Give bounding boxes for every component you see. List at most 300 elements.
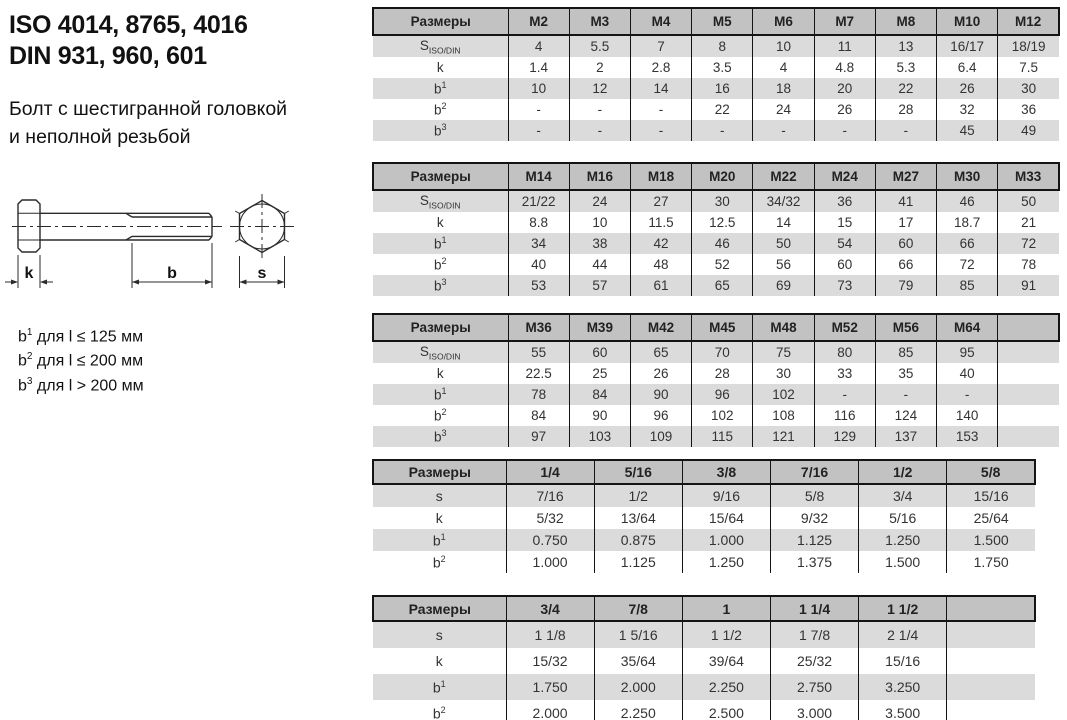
- value-cell: 1/2: [594, 484, 682, 507]
- value-cell: 61: [630, 275, 691, 296]
- value-cell: 21: [998, 212, 1059, 233]
- row-label: s: [435, 627, 443, 643]
- size-column-header: M5: [692, 8, 753, 35]
- row-label: $b^1$: [432, 531, 446, 549]
- value-cell: 96: [692, 384, 753, 405]
- value-cell: 56: [753, 254, 814, 275]
- value-cell: 24: [569, 190, 630, 212]
- value-cell: 153: [937, 426, 998, 447]
- bolt-side-view: [12, 200, 222, 252]
- table-row: [373, 341, 1059, 363]
- value-cell: 28: [692, 363, 753, 384]
- description-line-1: Болт с шестигранной головкой: [9, 98, 288, 120]
- value-cell: 2.000: [506, 700, 594, 720]
- value-cell: 39/64: [682, 648, 770, 674]
- size-column-header: M30: [937, 163, 998, 190]
- footnote-b3: $b^3$ для l > 200 мм: [18, 375, 144, 394]
- dimensions-table-metric-small: [372, 7, 1060, 141]
- size-column-header: 1/2: [859, 460, 947, 484]
- row-label: $S_{ISO/DIN}$: [419, 37, 461, 56]
- value-cell: 34: [508, 233, 569, 254]
- value-cell: 14: [630, 78, 691, 99]
- table-row: [373, 212, 1059, 233]
- size-column-header: 3/8: [682, 460, 770, 484]
- value-cell: 12: [569, 78, 630, 99]
- bolt-technical-drawing: [0, 183, 360, 323]
- dim-label-b: b: [167, 265, 177, 282]
- value-cell: 49: [998, 120, 1059, 141]
- value-cell: 5.5: [569, 35, 630, 57]
- value-cell: 10: [569, 212, 630, 233]
- value-cell: 84: [569, 384, 630, 405]
- row-label: s: [435, 488, 443, 504]
- value-cell: 40: [508, 254, 569, 275]
- value-cell: 34/32: [753, 190, 814, 212]
- value-cell: 32: [937, 99, 998, 120]
- value-cell: -: [630, 99, 691, 120]
- size-column-header: M56: [875, 314, 936, 341]
- table-row: [373, 99, 1059, 120]
- table-row: [373, 384, 1059, 405]
- size-column-header: [947, 596, 1035, 621]
- value-cell: 91: [998, 275, 1059, 296]
- dimension-k: [5, 255, 53, 288]
- footnote-b1: $b^1$ для l ≤ 125 мм: [18, 327, 144, 346]
- value-cell: 5/16: [859, 507, 947, 529]
- value-cell: 18.7: [937, 212, 998, 233]
- value-cell: 30: [998, 78, 1059, 99]
- size-column-header: M64: [937, 314, 998, 341]
- value-cell: 1.250: [682, 551, 770, 573]
- dim-label-k: k: [24, 265, 34, 282]
- dimensions-table-metric-medium: [372, 162, 1060, 296]
- value-cell: 25/64: [947, 507, 1035, 529]
- value-cell: 1.250: [859, 529, 947, 551]
- value-cell: 55: [508, 341, 569, 363]
- value-cell: -: [569, 120, 630, 141]
- value-cell: 5/32: [506, 507, 594, 529]
- header-row: [373, 8, 1059, 35]
- value-cell: -: [937, 384, 998, 405]
- value-cell: 2: [569, 57, 630, 78]
- size-column-header: M16: [569, 163, 630, 190]
- iso-standards-line: ISO 4014, 8765, 4016: [9, 11, 248, 39]
- value-cell: 1.125: [770, 529, 858, 551]
- row-label: $b^2$: [433, 407, 447, 424]
- value-cell: [998, 426, 1059, 447]
- table-row: [373, 363, 1059, 384]
- value-cell: 0.875: [594, 529, 682, 551]
- value-cell: 72: [998, 233, 1059, 254]
- header-row: [373, 314, 1059, 341]
- dimensions-label-header: Размеры: [373, 596, 506, 621]
- size-column-header: M14: [508, 163, 569, 190]
- size-column-header: 1: [682, 596, 770, 621]
- value-cell: 109: [630, 426, 691, 447]
- value-cell: 25: [569, 363, 630, 384]
- value-cell: 8: [692, 35, 753, 57]
- value-cell: 75: [753, 341, 814, 363]
- table-row: [373, 405, 1059, 426]
- value-cell: 27: [630, 190, 691, 212]
- value-cell: 5/8: [770, 484, 858, 507]
- bolt-end-view: [230, 194, 294, 259]
- value-cell: 30: [753, 363, 814, 384]
- value-cell: -: [630, 120, 691, 141]
- product-description: [9, 95, 287, 151]
- table-row: [373, 674, 1035, 700]
- value-cell: 1 7/8: [770, 621, 858, 648]
- value-cell: 13/64: [594, 507, 682, 529]
- size-column-header: M22: [753, 163, 814, 190]
- value-cell: 60: [814, 254, 875, 275]
- row-label: $b^2$: [432, 704, 446, 720]
- value-cell: 1.375: [770, 551, 858, 573]
- dim-label-s: s: [257, 265, 267, 282]
- table-row: [373, 426, 1059, 447]
- value-cell: 1.000: [682, 529, 770, 551]
- row-label: $b^3$: [433, 428, 447, 445]
- row-label: k: [436, 366, 444, 381]
- value-cell: 14: [753, 212, 814, 233]
- row-label: $b^1$: [432, 678, 446, 696]
- row-label: k: [436, 60, 444, 75]
- value-cell: 4.8: [814, 57, 875, 78]
- value-cell: 0.750: [506, 529, 594, 551]
- value-cell: [947, 700, 1035, 720]
- din-standards-line: DIN 931, 960, 601: [9, 42, 207, 70]
- value-cell: 45: [937, 120, 998, 141]
- value-cell: 72: [937, 254, 998, 275]
- value-cell: 41: [875, 190, 936, 212]
- value-cell: 15/32: [506, 648, 594, 674]
- value-cell: -: [753, 120, 814, 141]
- value-cell: 18/19: [998, 35, 1059, 57]
- value-cell: 57: [569, 275, 630, 296]
- table-row: [373, 621, 1035, 648]
- value-cell: 22.5: [508, 363, 569, 384]
- value-cell: 54: [814, 233, 875, 254]
- value-cell: 40: [937, 363, 998, 384]
- value-cell: 1 1/2: [682, 621, 770, 648]
- size-column-header: M3: [569, 8, 630, 35]
- table-row: [373, 78, 1059, 99]
- row-label: $b^3$: [433, 122, 447, 139]
- value-cell: 2.750: [770, 674, 858, 700]
- row-label: k: [435, 510, 443, 526]
- footnote-b2: $b^2$ для l ≤ 200 мм: [18, 351, 144, 370]
- size-column-header: M36: [508, 314, 569, 341]
- size-column-header: M6: [753, 8, 814, 35]
- value-cell: 15/64: [682, 507, 770, 529]
- value-cell: 1.750: [506, 674, 594, 700]
- size-column-header: 3/4: [506, 596, 594, 621]
- table-row: [373, 507, 1035, 529]
- value-cell: 124: [875, 405, 936, 426]
- table-row: [373, 484, 1035, 507]
- value-cell: 20: [814, 78, 875, 99]
- description-line-2: и неполной резьбой: [9, 126, 191, 148]
- value-cell: 69: [753, 275, 814, 296]
- value-cell: 50: [998, 190, 1059, 212]
- value-cell: 65: [692, 275, 753, 296]
- value-cell: -: [814, 120, 875, 141]
- size-column-header: 5/16: [594, 460, 682, 484]
- row-label: $S_{ISO/DIN}$: [419, 343, 461, 362]
- value-cell: 46: [937, 190, 998, 212]
- table-row: [373, 190, 1059, 212]
- value-cell: 66: [937, 233, 998, 254]
- size-column-header: M24: [814, 163, 875, 190]
- dimension-b: [132, 243, 212, 288]
- value-cell: -: [814, 384, 875, 405]
- value-cell: 18: [753, 78, 814, 99]
- header-row: [373, 163, 1059, 190]
- value-cell: 36: [998, 99, 1059, 120]
- value-cell: 28: [875, 99, 936, 120]
- value-cell: [998, 341, 1059, 363]
- row-label: $b^3$: [433, 277, 447, 294]
- value-cell: 84: [508, 405, 569, 426]
- value-cell: 15: [814, 212, 875, 233]
- tables-column: [372, 7, 1067, 720]
- value-cell: 42: [630, 233, 691, 254]
- dimensions-label-header: Размеры: [373, 460, 506, 484]
- size-column-header: M39: [569, 314, 630, 341]
- value-cell: 33: [814, 363, 875, 384]
- size-column-header: 1/4: [506, 460, 594, 484]
- table-row: [373, 120, 1059, 141]
- value-cell: 85: [875, 341, 936, 363]
- value-cell: 16: [692, 78, 753, 99]
- value-cell: 53: [508, 275, 569, 296]
- value-cell: 3.250: [859, 674, 947, 700]
- value-cell: -: [875, 384, 936, 405]
- size-column-header: M12: [998, 8, 1059, 35]
- value-cell: 35/64: [594, 648, 682, 674]
- value-cell: 108: [753, 405, 814, 426]
- value-cell: 2.8: [630, 57, 691, 78]
- value-cell: 1.125: [594, 551, 682, 573]
- value-cell: 140: [937, 405, 998, 426]
- value-cell: 48: [630, 254, 691, 275]
- value-cell: 10: [508, 78, 569, 99]
- value-cell: [998, 384, 1059, 405]
- value-cell: -: [692, 120, 753, 141]
- table-row: [373, 275, 1059, 296]
- size-column-header: M18: [630, 163, 691, 190]
- value-cell: 8.8: [508, 212, 569, 233]
- value-cell: [998, 363, 1059, 384]
- header-row: [373, 460, 1035, 484]
- value-cell: [947, 648, 1035, 674]
- value-cell: 24: [753, 99, 814, 120]
- value-cell: 30: [692, 190, 753, 212]
- value-cell: 129: [814, 426, 875, 447]
- value-cell: 50: [753, 233, 814, 254]
- value-cell: 9/16: [682, 484, 770, 507]
- value-cell: 65: [630, 341, 691, 363]
- value-cell: 102: [692, 405, 753, 426]
- value-cell: 95: [937, 341, 998, 363]
- dimensions-table-metric-large: [372, 313, 1060, 447]
- value-cell: 1.4: [508, 57, 569, 78]
- value-cell: 15/16: [947, 484, 1035, 507]
- value-cell: 3.000: [770, 700, 858, 720]
- value-cell: 38: [569, 233, 630, 254]
- value-cell: 35: [875, 363, 936, 384]
- value-cell: 103: [569, 426, 630, 447]
- size-column-header: M7: [814, 8, 875, 35]
- dimension-s: [240, 256, 285, 288]
- size-column-header: M48: [753, 314, 814, 341]
- value-cell: 2.000: [594, 674, 682, 700]
- dimensions-table-inch-small: [372, 459, 1036, 573]
- value-cell: 137: [875, 426, 936, 447]
- footnotes-block: [18, 323, 144, 396]
- value-cell: 1 5/16: [594, 621, 682, 648]
- value-cell: 10: [753, 35, 814, 57]
- row-label: $b^2$: [433, 256, 447, 273]
- value-cell: -: [875, 120, 936, 141]
- value-cell: 2.250: [682, 674, 770, 700]
- table-row: [373, 254, 1059, 275]
- value-cell: 73: [814, 275, 875, 296]
- value-cell: 1.500: [947, 529, 1035, 551]
- size-column-header: M8: [875, 8, 936, 35]
- value-cell: 116: [814, 405, 875, 426]
- table-row: [373, 551, 1035, 573]
- value-cell: 6.4: [937, 57, 998, 78]
- size-column-header: M20: [692, 163, 753, 190]
- value-cell: [947, 621, 1035, 648]
- size-column-header: M2: [508, 8, 569, 35]
- table-row: [373, 700, 1035, 720]
- value-cell: 60: [875, 233, 936, 254]
- value-cell: 90: [630, 384, 691, 405]
- value-cell: 85: [937, 275, 998, 296]
- value-cell: 96: [630, 405, 691, 426]
- value-cell: 1 1/8: [506, 621, 594, 648]
- dimensions-table-inch-large: [372, 595, 1036, 720]
- value-cell: 44: [569, 254, 630, 275]
- value-cell: 78: [998, 254, 1059, 275]
- value-cell: 60: [569, 341, 630, 363]
- header-row: [373, 596, 1035, 621]
- value-cell: 1.000: [506, 551, 594, 573]
- value-cell: 3/4: [859, 484, 947, 507]
- size-column-header: M4: [630, 8, 691, 35]
- value-cell: 11.5: [630, 212, 691, 233]
- value-cell: 13: [875, 35, 936, 57]
- size-column-header: M52: [814, 314, 875, 341]
- row-label: $b^1$: [433, 80, 447, 97]
- value-cell: 97: [508, 426, 569, 447]
- value-cell: 2.500: [682, 700, 770, 720]
- value-cell: 70: [692, 341, 753, 363]
- value-cell: -: [508, 99, 569, 120]
- value-cell: 3.500: [859, 700, 947, 720]
- value-cell: 15/16: [859, 648, 947, 674]
- value-cell: 52: [692, 254, 753, 275]
- row-label: $S_{ISO/DIN}$: [419, 192, 461, 211]
- size-column-header: [998, 314, 1059, 341]
- value-cell: 9/32: [770, 507, 858, 529]
- value-cell: 16/17: [937, 35, 998, 57]
- size-column-header: 7/8: [594, 596, 682, 621]
- value-cell: 2 1/4: [859, 621, 947, 648]
- row-label: $b^2$: [432, 553, 446, 571]
- value-cell: 1.750: [947, 551, 1035, 573]
- value-cell: 115: [692, 426, 753, 447]
- row-label: $b^1$: [433, 386, 447, 403]
- table-row: [373, 233, 1059, 254]
- value-cell: 66: [875, 254, 936, 275]
- value-cell: 17: [875, 212, 936, 233]
- value-cell: 102: [753, 384, 814, 405]
- value-cell: 1.500: [859, 551, 947, 573]
- value-cell: 4: [508, 35, 569, 57]
- value-cell: 79: [875, 275, 936, 296]
- value-cell: 3.5: [692, 57, 753, 78]
- value-cell: 25/32: [770, 648, 858, 674]
- value-cell: 4: [753, 57, 814, 78]
- row-label: k: [435, 653, 443, 669]
- value-cell: 26: [937, 78, 998, 99]
- size-column-header: 1 1/4: [770, 596, 858, 621]
- value-cell: 11: [814, 35, 875, 57]
- value-cell: [998, 405, 1059, 426]
- size-column-header: M27: [875, 163, 936, 190]
- row-label: $b^1$: [433, 235, 447, 252]
- size-column-header: 1 1/2: [859, 596, 947, 621]
- table-row: [373, 648, 1035, 674]
- row-label: k: [436, 215, 444, 230]
- value-cell: 7.5: [998, 57, 1059, 78]
- value-cell: 22: [875, 78, 936, 99]
- value-cell: 78: [508, 384, 569, 405]
- table-row: [373, 529, 1035, 551]
- value-cell: 36: [814, 190, 875, 212]
- value-cell: 90: [569, 405, 630, 426]
- value-cell: 121: [753, 426, 814, 447]
- size-column-header: M42: [630, 314, 691, 341]
- value-cell: 7: [630, 35, 691, 57]
- standards-title: [9, 10, 248, 72]
- value-cell: 80: [814, 341, 875, 363]
- size-column-header: M33: [998, 163, 1059, 190]
- value-cell: [947, 674, 1035, 700]
- dimensions-label-header: Размеры: [373, 8, 508, 35]
- table-row: [373, 57, 1059, 78]
- value-cell: 26: [630, 363, 691, 384]
- value-cell: 7/16: [506, 484, 594, 507]
- row-label: $b^2$: [433, 101, 447, 118]
- dimensions-label-header: Размеры: [373, 314, 508, 341]
- dimensions-label-header: Размеры: [373, 163, 508, 190]
- value-cell: -: [569, 99, 630, 120]
- value-cell: 5.3: [875, 57, 936, 78]
- size-column-header: M10: [937, 8, 998, 35]
- size-column-header: 7/16: [770, 460, 858, 484]
- value-cell: 2.250: [594, 700, 682, 720]
- table-row: [373, 35, 1059, 57]
- value-cell: 26: [814, 99, 875, 120]
- value-cell: 12.5: [692, 212, 753, 233]
- size-column-header: 5/8: [947, 460, 1035, 484]
- value-cell: 21/22: [508, 190, 569, 212]
- value-cell: 46: [692, 233, 753, 254]
